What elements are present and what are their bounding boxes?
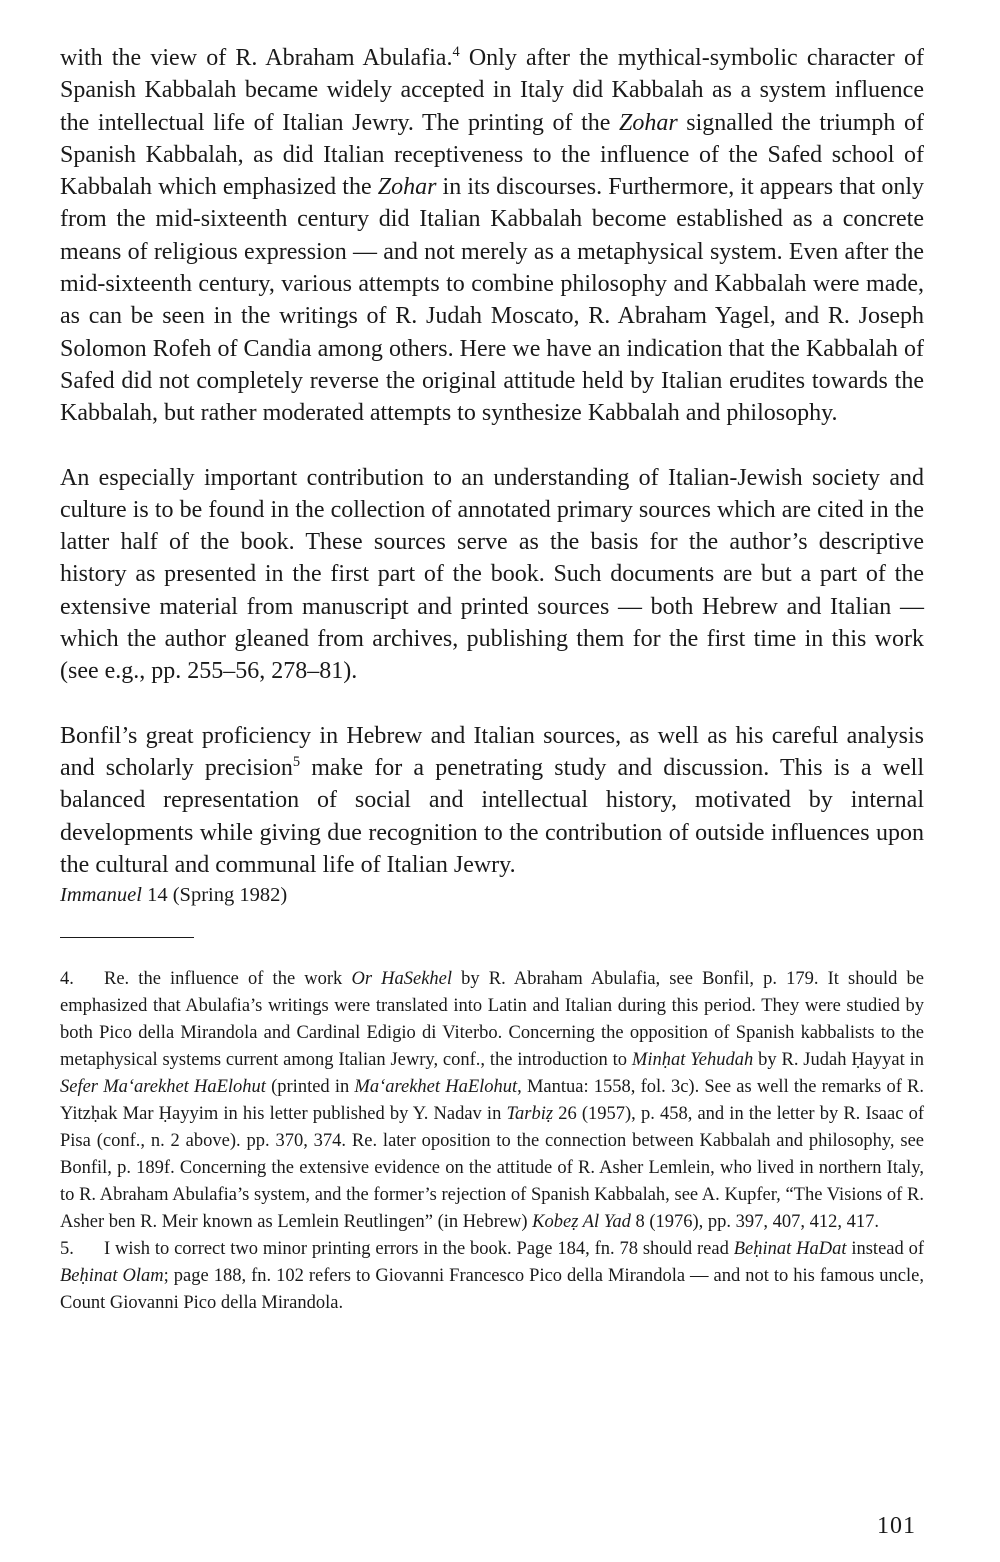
text-span: Only after the mythical-symbolic character of Spanish Kabbalah became widely accepted in Italy did Kabbalah as a system influence the intellectual life of Italian Jewry. The printing of the [60,45,924,136]
italic-title: Ma‘arekhet HaElohut [354,1077,518,1098]
text-span: by R. Judah Ḥayyat in [753,1050,924,1071]
text-span: , Mantua: 1558, fol. 3c). See as well the remarks of R. Yitzḥak Mar Ḥayyim in his letter published by Y. Nadav in [60,1077,924,1125]
italic-title: Beḥinat HaDat [733,1239,847,1260]
text-span: 26 (1957), p. 458, and in the letter by R. Isaac of Pisa (conf., n. 2 above). pp. 370, 374. Re. later oposition to the connection between Kabbalah and philosophy, see Bonfil, p. 189f. Concerning the extensive evidence on the attitude of R. Asher Lemlein, who lived in northern Italy, to R. Abraham Abulafia’s system, and the former’s rejection of Spanish Kabbalah, see A. Kupfer, “The Visions of R. Asher ben R. Meir known as Lemlein Reutlingen” (in Hebrew) [60,1104,924,1233]
text-span: in its discourses. Furthermore, it appears that only from the mid-sixteenth century did Italian Kabbalah become established as a concrete means of religious expression — and not merely as a metaphysical system. Even after the mid-sixteenth century, various attempts to combine philosophy and Kabbalah were made, as can be seen in the writings of R. Judah Moscato, R. Abraham Yagel, and R. Joseph Solomon Rofeh of Candia among others. Here we have an indication that the Kabbalah of Safed did not completely reverse the original attitude held by Italian erudites towards the Kabbalah, but rather moderated attempts to synthesize Kabbalah and philosophy. [60,174,925,427]
journal-issue: 14 (Spring 1982) [141,884,288,907]
text-span: by R. Abraham Abulafia, see Bonfil, p. 179. It should be emphasized that Abulafia’s writings were translated into Latin and Italian during this period. They were studied by both Pico della Mirandola and Cardinal Edigio di Viterbo. Concerning the opposition of Spanish kabbalists to the metaphysical systems current among Italian Jewry, conf., the introduction to [60,969,924,1071]
footnote-number: 4. [60,969,74,990]
footnote-separator [60,937,194,938]
footnote-5 [60,1236,924,1317]
italic-title-zohar: Zohar [619,109,678,136]
source-citation [60,881,924,909]
page-content [60,42,924,1317]
footnote-4 [60,966,924,1236]
text-span: An especially important contribution to an understanding of Italian-Jewish society and culture is to be found in the collection of annotated primary sources which are cited in the latter half of the book. These sources serve as the basis for the author’s descriptive history as presented in the first part of the book. Such documents are but a part of the extensive material from manuscript and printed sources — both Hebrew and Italian — which the author gleaned from archives, publishing them for the first time in this work (see e.g., pp. 255–56, 278–81). [60,464,924,685]
text-span: I wish to correct two minor printing errors in the book. Page 184, fn. 78 should read [104,1239,734,1260]
italic-title: Tarbiẓ [506,1104,554,1125]
text-span: make for a penetrating study and discussion. This is a well balanced representation of social and intellectual history, motivated by internal developments while giving due recognition to the contribution of outside influences upon the cultural and communal life of Italian Jewry. [60,754,924,878]
text-span: ; page 188, fn. 102 refers to Giovanni Francesco Pico della Mirandola — and not to his famous uncle, Count Giovanni Pico della Mirandola. [60,1266,924,1314]
text-span: Re. the influence of the work [104,969,352,990]
body-paragraph-2 [60,462,924,688]
body-paragraph-3-block [60,720,924,909]
italic-title-zohar: Zohar [377,174,437,201]
page-number: 101 [877,1513,916,1539]
text-span: (printed in [265,1077,355,1098]
italic-title: Or HaSekhel [351,969,453,990]
text-span: with the view of R. Abraham Abulafia. [60,45,453,71]
text-span: instead of [846,1239,925,1260]
italic-title: Beḥinat Olam [60,1266,164,1287]
italic-title: Kobeẓ Al Yad [532,1212,631,1233]
footnote-ref-4: 4 [452,44,460,60]
journal-name: Immanuel [60,884,142,907]
text-span: signalled the triumph of Spanish Kabbalah, as did Italian receptiveness to the influence of the Safed school of Kabbalah which emphasized the [60,109,924,201]
text-span: 8 (1976), pp. 397, 407, 412, 417. [630,1212,880,1233]
body-paragraph-1 [60,42,924,430]
footnote-ref-5: 5 [292,753,301,770]
italic-title: Minḥat Yehudah [631,1050,754,1071]
footnote-number: 5. [60,1239,74,1260]
italic-title: Sefer Ma‘arekhet HaElohut [60,1077,266,1098]
text-span: Bonfil’s great proficiency in Hebrew and Italian sources, as well as his careful analysis and scholarly precision [60,722,924,781]
body-paragraph-3 [60,720,924,881]
